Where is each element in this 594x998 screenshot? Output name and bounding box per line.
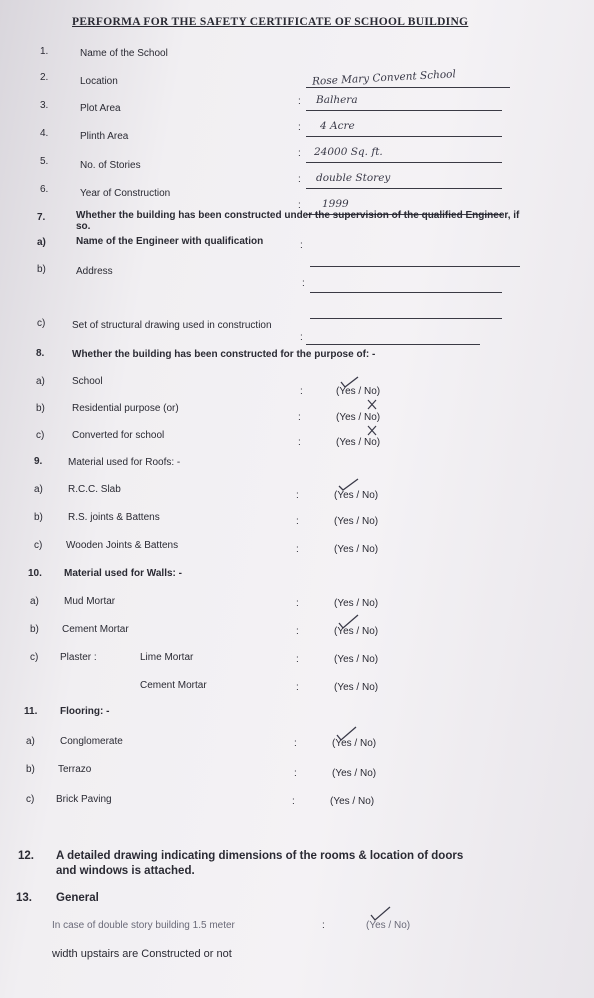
sub-number: b) [37,264,46,275]
question-number: 12. [18,850,34,862]
sub-option-label: Cement Mortar [140,680,207,691]
colon: : [296,516,299,527]
sub-label: R.C.C. Slab [68,484,121,495]
handwritten-value: Balhera [316,94,358,106]
check-mark-icon [338,478,360,492]
yes-no-option: (Yes / No) [336,437,381,448]
sub-number: a) [30,596,39,607]
colon: : [294,768,297,779]
check-mark-icon [336,726,358,742]
colon: : [300,386,303,397]
sub-label: Conglomerate [60,736,123,747]
sub-number: a) [34,484,43,495]
answer-line [310,266,520,267]
sub-label: Address [76,266,113,277]
answer-line [306,188,502,189]
colon: : [294,738,297,749]
sub-label: School [72,376,103,387]
yes-no-option: (Yes / No) [334,516,379,527]
yes-no-option: (Yes / No) [366,920,411,931]
yes-no-option: (Yes / No) [334,598,379,609]
colon: : [298,148,301,159]
answer-line [306,136,502,137]
colon: : [322,920,325,931]
field-label: Name of the School [80,48,168,59]
sub-label: Wooden Joints & Battens [66,540,179,551]
yes-no-option: (Yes / No) [334,490,379,501]
cross-mark-icon [366,424,378,438]
check-mark-icon [338,614,360,630]
sub-label: Name of the Engineer with qualification [76,236,264,247]
answer-line [310,292,502,293]
field-label: No. of Stories [80,160,141,171]
field-number: 1. [40,46,49,57]
colon: : [298,200,301,211]
question-number: 8. [36,348,45,359]
sub-number: b) [36,403,45,414]
yes-no-option: (Yes / No) [330,796,375,807]
question-text: Flooring: - [60,706,110,717]
answer-line [306,162,502,163]
sub-number: b) [34,512,43,523]
question-text-line2: and windows is attached. [56,865,195,877]
field-number: 6. [40,184,49,195]
colon: : [298,122,301,133]
sub-option-label: Lime Mortar [140,652,194,663]
colon: : [302,278,305,289]
question-number: 13. [16,892,32,904]
colon: : [298,412,301,423]
question-text: Material used for Roofs: - [68,457,181,468]
handwritten-value: Rose Mary Convent School [311,68,457,88]
colon: : [292,796,295,807]
general-line1: In case of double story building 1.5 meter [52,920,235,931]
question-number: 11. [24,706,38,717]
answer-line [306,344,480,345]
sub-label: Mud Mortar [64,596,116,607]
question-text: General [56,892,99,904]
handwritten-value: 24000 Sq. ft. [314,146,383,158]
sub-number: a) [26,736,35,747]
colon: : [298,174,301,185]
sub-label: Residential purpose (or) [72,403,179,414]
field-number: 5. [40,156,49,167]
question-text: Material used for Walls: - [64,568,182,579]
colon: : [296,654,299,665]
sub-label: Terrazo [58,764,92,775]
sub-label: Cement Mortar [62,624,129,635]
sub-number: c) [34,540,43,551]
answer-line [306,110,502,111]
field-number: 2. [40,72,49,83]
sub-label: R.S. joints & Battens [68,512,160,523]
field-label: Location [80,76,118,87]
yes-no-option: (Yes / No) [334,544,379,555]
check-mark-icon [370,906,392,922]
question-number: 10. [28,568,42,579]
question-text-line1: A detailed drawing indicating dimensions of the rooms & location of doors [56,850,464,862]
check-mark-icon [340,375,360,389]
colon: : [298,96,301,107]
colon: : [296,544,299,555]
colon: : [300,332,303,343]
yes-no-option: (Yes / No) [336,386,381,397]
colon: : [298,437,301,448]
answer-line [310,318,502,319]
colon: : [296,598,299,609]
question-text: Whether the building has been constructed under the supervision of the qualified Engineer, if so. [76,210,520,232]
field-number: 4. [40,128,49,139]
colon: : [296,626,299,637]
sub-number: c) [30,652,39,663]
yes-no-option: (Yes / No) [334,654,379,665]
handwritten-value: 1999 [322,198,349,210]
field-label: Year of Construction [80,188,171,199]
yes-no-option: (Yes / No) [336,412,381,423]
answer-line [306,87,510,88]
cross-mark-icon [366,398,378,412]
sub-number: c) [37,318,46,329]
question-text: Whether the building has been constructed for the purpose of: - [72,349,376,360]
sub-number: c) [36,430,45,441]
field-label: Plinth Area [80,131,129,142]
sub-label: Converted for school [72,430,165,441]
colon: : [300,240,303,251]
sub-label: Plaster : [60,652,97,663]
field-label: Plot Area [80,103,121,114]
page-title: PERFORMA FOR THE SAFETY CERTIFICATE OF SCHOOL BUILDING [72,16,469,28]
sub-label: Set of structural drawing used in construction [72,320,272,331]
yes-no-option: (Yes / No) [332,768,377,779]
yes-no-option: (Yes / No) [334,626,379,637]
sub-number: a) [37,237,46,248]
general-line2: width upstairs are Constructed or not [52,948,232,960]
sub-number: a) [36,376,45,387]
sub-number: b) [30,624,39,635]
yes-no-option: (Yes / No) [334,682,379,693]
sub-number: c) [26,794,35,805]
yes-no-option: (Yes / No) [332,738,377,749]
handwritten-value: double Storey [316,172,391,184]
colon: : [296,490,299,501]
field-number: 3. [40,100,49,111]
sub-label: Brick Paving [56,794,112,805]
question-number: 9. [34,456,43,467]
question-number: 7. [37,212,46,223]
sub-number: b) [26,764,35,775]
handwritten-value: 4 Acre [320,120,355,132]
colon: : [296,682,299,693]
